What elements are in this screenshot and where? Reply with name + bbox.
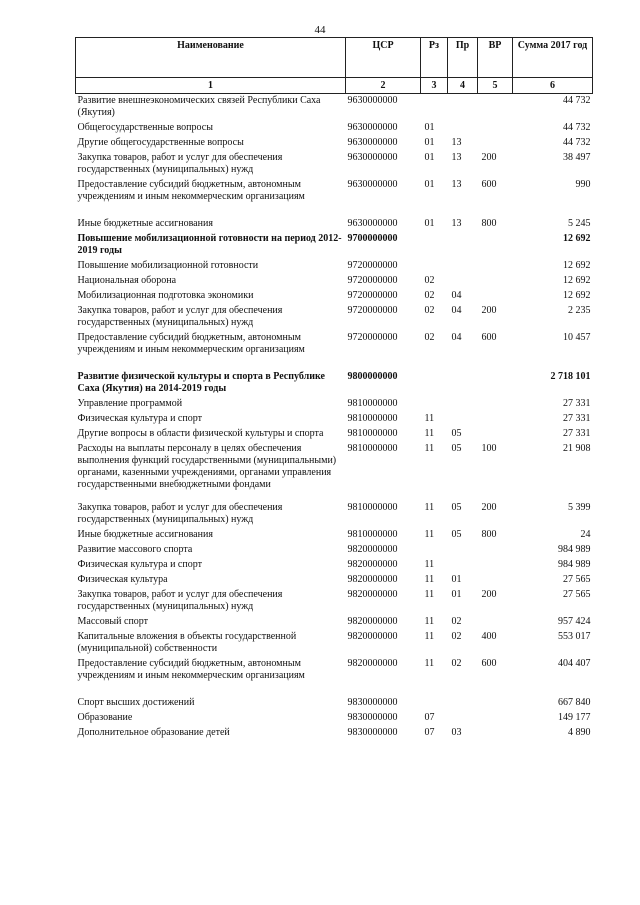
cell-pr bbox=[448, 543, 478, 558]
table-row bbox=[76, 573, 593, 588]
cell-sum: 5 245 bbox=[568, 218, 591, 229]
cell-rz: 11 bbox=[424, 589, 435, 600]
table-row bbox=[76, 217, 593, 232]
cell-name: Развитие физической культуры и спорта в Республике Саха (Якутия) на 2014-2019 годы bbox=[77, 371, 325, 394]
cell-rz: 11 bbox=[424, 443, 435, 454]
cell-name: Дополнительное образование детей bbox=[77, 727, 230, 738]
cell-sum: 12 692 bbox=[563, 290, 591, 301]
cell-rz: 11 bbox=[424, 428, 435, 439]
cell-pr: 13 bbox=[451, 218, 462, 229]
cell-vr: 200 bbox=[481, 152, 497, 163]
cell-sum: 10 457 bbox=[563, 332, 591, 343]
cell-pr: 13 bbox=[451, 152, 462, 163]
cell-csr: 9810000000 bbox=[347, 398, 398, 409]
cell-sum: 27 331 bbox=[563, 413, 591, 424]
cell-name: Расходы на выплаты персоналу в целях обеспечения выполнения функций государственными (муниципальными) органами, казенными учреждениями, органами управления государственными внебюджетными фондами bbox=[77, 443, 337, 490]
cell-vr bbox=[478, 412, 513, 427]
table-row bbox=[76, 136, 593, 151]
cell-vr: 200 bbox=[481, 305, 497, 316]
cell-name: Развитие внешнеэкономических связей Республики Саха (Якутия) bbox=[77, 95, 321, 118]
table-row bbox=[76, 94, 593, 122]
cell-name: Закупка товаров, работ и услуг для обеспечения государственных (муниципальных) нужд bbox=[77, 152, 283, 175]
cell-csr: 9630000000 bbox=[347, 122, 398, 133]
cell-vr: 200 bbox=[481, 502, 497, 513]
cell-csr: 9720000000 bbox=[347, 275, 398, 286]
cell-pr bbox=[448, 397, 478, 412]
cell-sum: 21 908 bbox=[563, 443, 591, 454]
cell-vr bbox=[478, 726, 513, 741]
cell-rz bbox=[421, 232, 448, 259]
column-number: 1 bbox=[76, 78, 346, 94]
table-row bbox=[76, 588, 593, 615]
table-row bbox=[76, 412, 593, 427]
cell-rz bbox=[421, 543, 448, 558]
cell-vr bbox=[478, 94, 513, 122]
cell-vr: 600 bbox=[481, 658, 497, 669]
cell-pr: 05 bbox=[451, 529, 462, 540]
cell-vr: 600 bbox=[481, 332, 497, 343]
cell-pr: 05 bbox=[451, 428, 462, 439]
cell-name: Физическая культура и спорт bbox=[77, 559, 202, 570]
table-row bbox=[76, 528, 593, 543]
cell-vr bbox=[478, 573, 513, 588]
cell-pr bbox=[448, 94, 478, 122]
cell-rz: 11 bbox=[424, 574, 435, 585]
table-row bbox=[76, 630, 593, 657]
cell-pr: 02 bbox=[451, 658, 462, 669]
cell-pr: 05 bbox=[451, 443, 462, 454]
cell-sum: 984 989 bbox=[558, 559, 591, 570]
cell-sum: 4 890 bbox=[568, 727, 591, 738]
cell-name: Закупка товаров, работ и услуг для обеспечения государственных (муниципальных) нужд bbox=[77, 305, 283, 328]
cell-rz: 11 bbox=[424, 413, 435, 424]
page-number: 44 bbox=[314, 24, 326, 36]
cell-csr: 9630000000 bbox=[347, 95, 398, 106]
cell-csr: 9720000000 bbox=[347, 260, 398, 271]
cell-sum: 5 399 bbox=[568, 502, 591, 513]
cell-name: Развитие массового спорта bbox=[77, 544, 193, 555]
cell-rz: 07 bbox=[424, 712, 435, 723]
cell-rz: 02 bbox=[424, 290, 435, 301]
table-row bbox=[76, 427, 593, 442]
header-pr: Пр bbox=[448, 38, 478, 78]
cell-name: Массовый спорт bbox=[77, 616, 149, 627]
cell-sum: 12 692 bbox=[563, 275, 591, 286]
cell-pr bbox=[448, 412, 478, 427]
table-row bbox=[76, 289, 593, 304]
cell-vr bbox=[478, 136, 513, 151]
table-row bbox=[76, 726, 593, 741]
cell-csr: 9830000000 bbox=[347, 712, 398, 723]
cell-csr: 9810000000 bbox=[347, 428, 398, 439]
cell-vr: 800 bbox=[481, 218, 497, 229]
cell-sum: 27 331 bbox=[563, 428, 591, 439]
cell-csr: 9720000000 bbox=[347, 305, 398, 316]
cell-sum: 404 407 bbox=[558, 658, 591, 669]
cell-csr: 9810000000 bbox=[347, 443, 398, 454]
cell-pr: 01 bbox=[451, 589, 462, 600]
cell-vr bbox=[478, 232, 513, 259]
table-row bbox=[76, 711, 593, 726]
cell-name: Закупка товаров, работ и услуг для обеспечения государственных (муниципальных) нужд bbox=[77, 502, 283, 525]
cell-rz: 11 bbox=[424, 658, 435, 669]
column-number: 6 bbox=[513, 78, 593, 94]
column-number: 5 bbox=[478, 78, 513, 94]
cell-name: Закупка товаров, работ и услуг для обеспечения государственных (муниципальных) нужд bbox=[77, 589, 283, 612]
cell-csr: 9820000000 bbox=[347, 658, 398, 669]
cell-name: Другие вопросы в области физической культуры и спорта bbox=[77, 428, 324, 439]
cell-sum: 2 235 bbox=[568, 305, 591, 316]
cell-vr: 600 bbox=[481, 179, 497, 190]
cell-rz bbox=[421, 370, 448, 397]
cell-vr bbox=[478, 711, 513, 726]
cell-rz: 02 bbox=[424, 305, 435, 316]
cell-pr: 13 bbox=[451, 137, 462, 148]
table-row bbox=[76, 543, 593, 558]
cell-rz: 02 bbox=[424, 332, 435, 343]
cell-vr: 400 bbox=[481, 631, 497, 642]
cell-name: Национальная оборона bbox=[77, 275, 177, 286]
cell-rz: 11 bbox=[424, 559, 435, 570]
cell-name: Образование bbox=[77, 712, 133, 723]
cell-csr: 9800000000 bbox=[347, 371, 398, 382]
cell-name: Общегосударственные вопросы bbox=[77, 122, 213, 133]
cell-vr bbox=[478, 289, 513, 304]
cell-vr bbox=[478, 543, 513, 558]
cell-name: Предоставление субсидий бюджетным, автономным учреждениям и иным некоммерческим организациям bbox=[77, 332, 305, 355]
column-number-row bbox=[76, 78, 593, 94]
cell-rz bbox=[421, 696, 448, 711]
column-number: 2 bbox=[346, 78, 421, 94]
table-row bbox=[76, 558, 593, 573]
cell-csr: 9700000000 bbox=[347, 233, 398, 244]
cell-vr bbox=[478, 370, 513, 397]
cell-csr: 9820000000 bbox=[347, 544, 398, 555]
table-row bbox=[76, 232, 593, 259]
cell-name: Физическая культура bbox=[77, 574, 168, 585]
cell-sum: 44 732 bbox=[563, 137, 591, 148]
cell-name: Управление программой bbox=[77, 398, 183, 409]
table-row bbox=[76, 370, 593, 397]
cell-name: Предоставление субсидий бюджетным, автономным учреждениям и иным некоммерческим организациям bbox=[77, 179, 305, 202]
cell-csr: 9810000000 bbox=[347, 529, 398, 540]
table-header-row bbox=[76, 38, 593, 78]
column-number: 3 bbox=[421, 78, 448, 94]
cell-pr: 01 bbox=[451, 574, 462, 585]
cell-csr: 9810000000 bbox=[347, 413, 398, 424]
cell-csr: 9830000000 bbox=[347, 727, 398, 738]
cell-csr: 9630000000 bbox=[347, 152, 398, 163]
cell-sum: 27 565 bbox=[563, 574, 591, 585]
cell-vr bbox=[478, 558, 513, 573]
header-sum: Сумма 2017 год bbox=[513, 38, 593, 78]
cell-name: Капитальные вложения в объекты государственной (муниципальной) собственности bbox=[77, 631, 297, 654]
column-number: 4 bbox=[448, 78, 478, 94]
table-row bbox=[76, 615, 593, 630]
table-row bbox=[76, 501, 593, 528]
cell-pr bbox=[448, 696, 478, 711]
cell-sum: 12 692 bbox=[563, 260, 591, 271]
cell-rz: 01 bbox=[424, 152, 435, 163]
cell-pr bbox=[448, 274, 478, 289]
cell-rz: 07 bbox=[424, 727, 435, 738]
table-row bbox=[76, 331, 593, 358]
row-spacer bbox=[76, 493, 593, 501]
cell-pr: 03 bbox=[451, 727, 462, 738]
cell-sum: 984 989 bbox=[558, 544, 591, 555]
cell-vr bbox=[478, 615, 513, 630]
cell-pr bbox=[448, 558, 478, 573]
cell-pr bbox=[448, 370, 478, 397]
budget-table bbox=[75, 37, 593, 741]
cell-csr: 9720000000 bbox=[347, 290, 398, 301]
cell-pr bbox=[448, 232, 478, 259]
cell-vr bbox=[478, 121, 513, 136]
cell-csr: 9830000000 bbox=[347, 697, 398, 708]
cell-vr: 200 bbox=[481, 589, 497, 600]
cell-csr: 9630000000 bbox=[347, 218, 398, 229]
cell-vr bbox=[478, 696, 513, 711]
cell-rz: 11 bbox=[424, 631, 435, 642]
cell-csr: 9720000000 bbox=[347, 332, 398, 343]
cell-name: Мобилизационная подготовка экономики bbox=[77, 290, 254, 301]
table-body bbox=[76, 94, 593, 742]
cell-vr bbox=[478, 274, 513, 289]
cell-sum: 957 424 bbox=[558, 616, 591, 627]
cell-sum: 44 732 bbox=[563, 95, 591, 106]
row-spacer bbox=[76, 684, 593, 696]
cell-name: Иные бюджетные ассигнования bbox=[77, 218, 213, 229]
cell-rz: 01 bbox=[424, 179, 435, 190]
cell-sum: 12 692 bbox=[563, 233, 591, 244]
table-row bbox=[76, 397, 593, 412]
cell-name: Спорт высших достижений bbox=[77, 697, 195, 708]
cell-name: Другие общегосударственные вопросы bbox=[77, 137, 244, 148]
cell-sum: 27 565 bbox=[563, 589, 591, 600]
table-row bbox=[76, 304, 593, 331]
cell-vr: 800 bbox=[481, 529, 497, 540]
cell-rz: 01 bbox=[424, 122, 435, 133]
cell-vr bbox=[478, 259, 513, 274]
cell-name: Повышение мобилизационной готовности bbox=[77, 260, 259, 271]
cell-rz: 01 bbox=[424, 218, 435, 229]
cell-rz bbox=[421, 94, 448, 122]
cell-csr: 9820000000 bbox=[347, 631, 398, 642]
table-row bbox=[76, 274, 593, 289]
cell-rz: 11 bbox=[424, 529, 435, 540]
cell-pr: 04 bbox=[451, 305, 462, 316]
cell-sum: 149 177 bbox=[558, 712, 591, 723]
cell-csr: 9630000000 bbox=[347, 179, 398, 190]
table-row bbox=[76, 259, 593, 274]
cell-sum: 667 840 bbox=[558, 697, 591, 708]
cell-rz bbox=[421, 259, 448, 274]
cell-rz: 01 bbox=[424, 137, 435, 148]
table-row bbox=[76, 442, 593, 493]
cell-rz: 11 bbox=[424, 616, 435, 627]
cell-csr: 9820000000 bbox=[347, 589, 398, 600]
cell-name: Предоставление субсидий бюджетным, автономным учреждениям и иным некоммерческим организациям bbox=[77, 658, 305, 681]
cell-sum: 27 331 bbox=[563, 398, 591, 409]
header-vr: ВР bbox=[478, 38, 513, 78]
table-row bbox=[76, 121, 593, 136]
header-rz: Рз bbox=[421, 38, 448, 78]
row-spacer bbox=[76, 358, 593, 370]
cell-sum: 2 718 101 bbox=[550, 371, 591, 382]
cell-pr: 04 bbox=[451, 332, 462, 343]
table-row bbox=[76, 657, 593, 684]
cell-name: Иные бюджетные ассигнования bbox=[77, 529, 213, 540]
cell-pr: 13 bbox=[451, 179, 462, 190]
cell-sum: 44 732 bbox=[563, 122, 591, 133]
cell-vr bbox=[478, 397, 513, 412]
cell-vr bbox=[478, 427, 513, 442]
cell-rz: 11 bbox=[424, 502, 435, 513]
cell-pr: 05 bbox=[451, 502, 462, 513]
cell-name: Повышение мобилизационной готовности на период 2012-2019 годы bbox=[77, 233, 342, 256]
cell-sum: 990 bbox=[575, 179, 591, 190]
header-csr: ЦСР bbox=[346, 38, 421, 78]
cell-pr: 04 bbox=[451, 290, 462, 301]
header-name: Наименование bbox=[76, 38, 346, 78]
cell-rz: 02 bbox=[424, 275, 435, 286]
row-spacer bbox=[76, 205, 593, 217]
cell-csr: 9820000000 bbox=[347, 559, 398, 570]
cell-pr bbox=[448, 259, 478, 274]
cell-sum: 24 bbox=[580, 529, 591, 540]
cell-csr: 9820000000 bbox=[347, 574, 398, 585]
cell-sum: 38 497 bbox=[563, 152, 591, 163]
cell-pr bbox=[448, 711, 478, 726]
cell-pr: 02 bbox=[451, 616, 462, 627]
cell-name: Физическая культура и спорт bbox=[77, 413, 202, 424]
cell-rz bbox=[421, 397, 448, 412]
cell-csr: 9810000000 bbox=[347, 502, 398, 513]
cell-pr: 02 bbox=[451, 631, 462, 642]
cell-csr: 9820000000 bbox=[347, 616, 398, 627]
cell-pr bbox=[448, 121, 478, 136]
table-row bbox=[76, 696, 593, 711]
cell-sum: 553 017 bbox=[558, 631, 591, 642]
cell-vr: 100 bbox=[481, 443, 497, 454]
cell-csr: 9630000000 bbox=[347, 137, 398, 148]
table-row bbox=[76, 178, 593, 205]
table-row bbox=[76, 151, 593, 178]
